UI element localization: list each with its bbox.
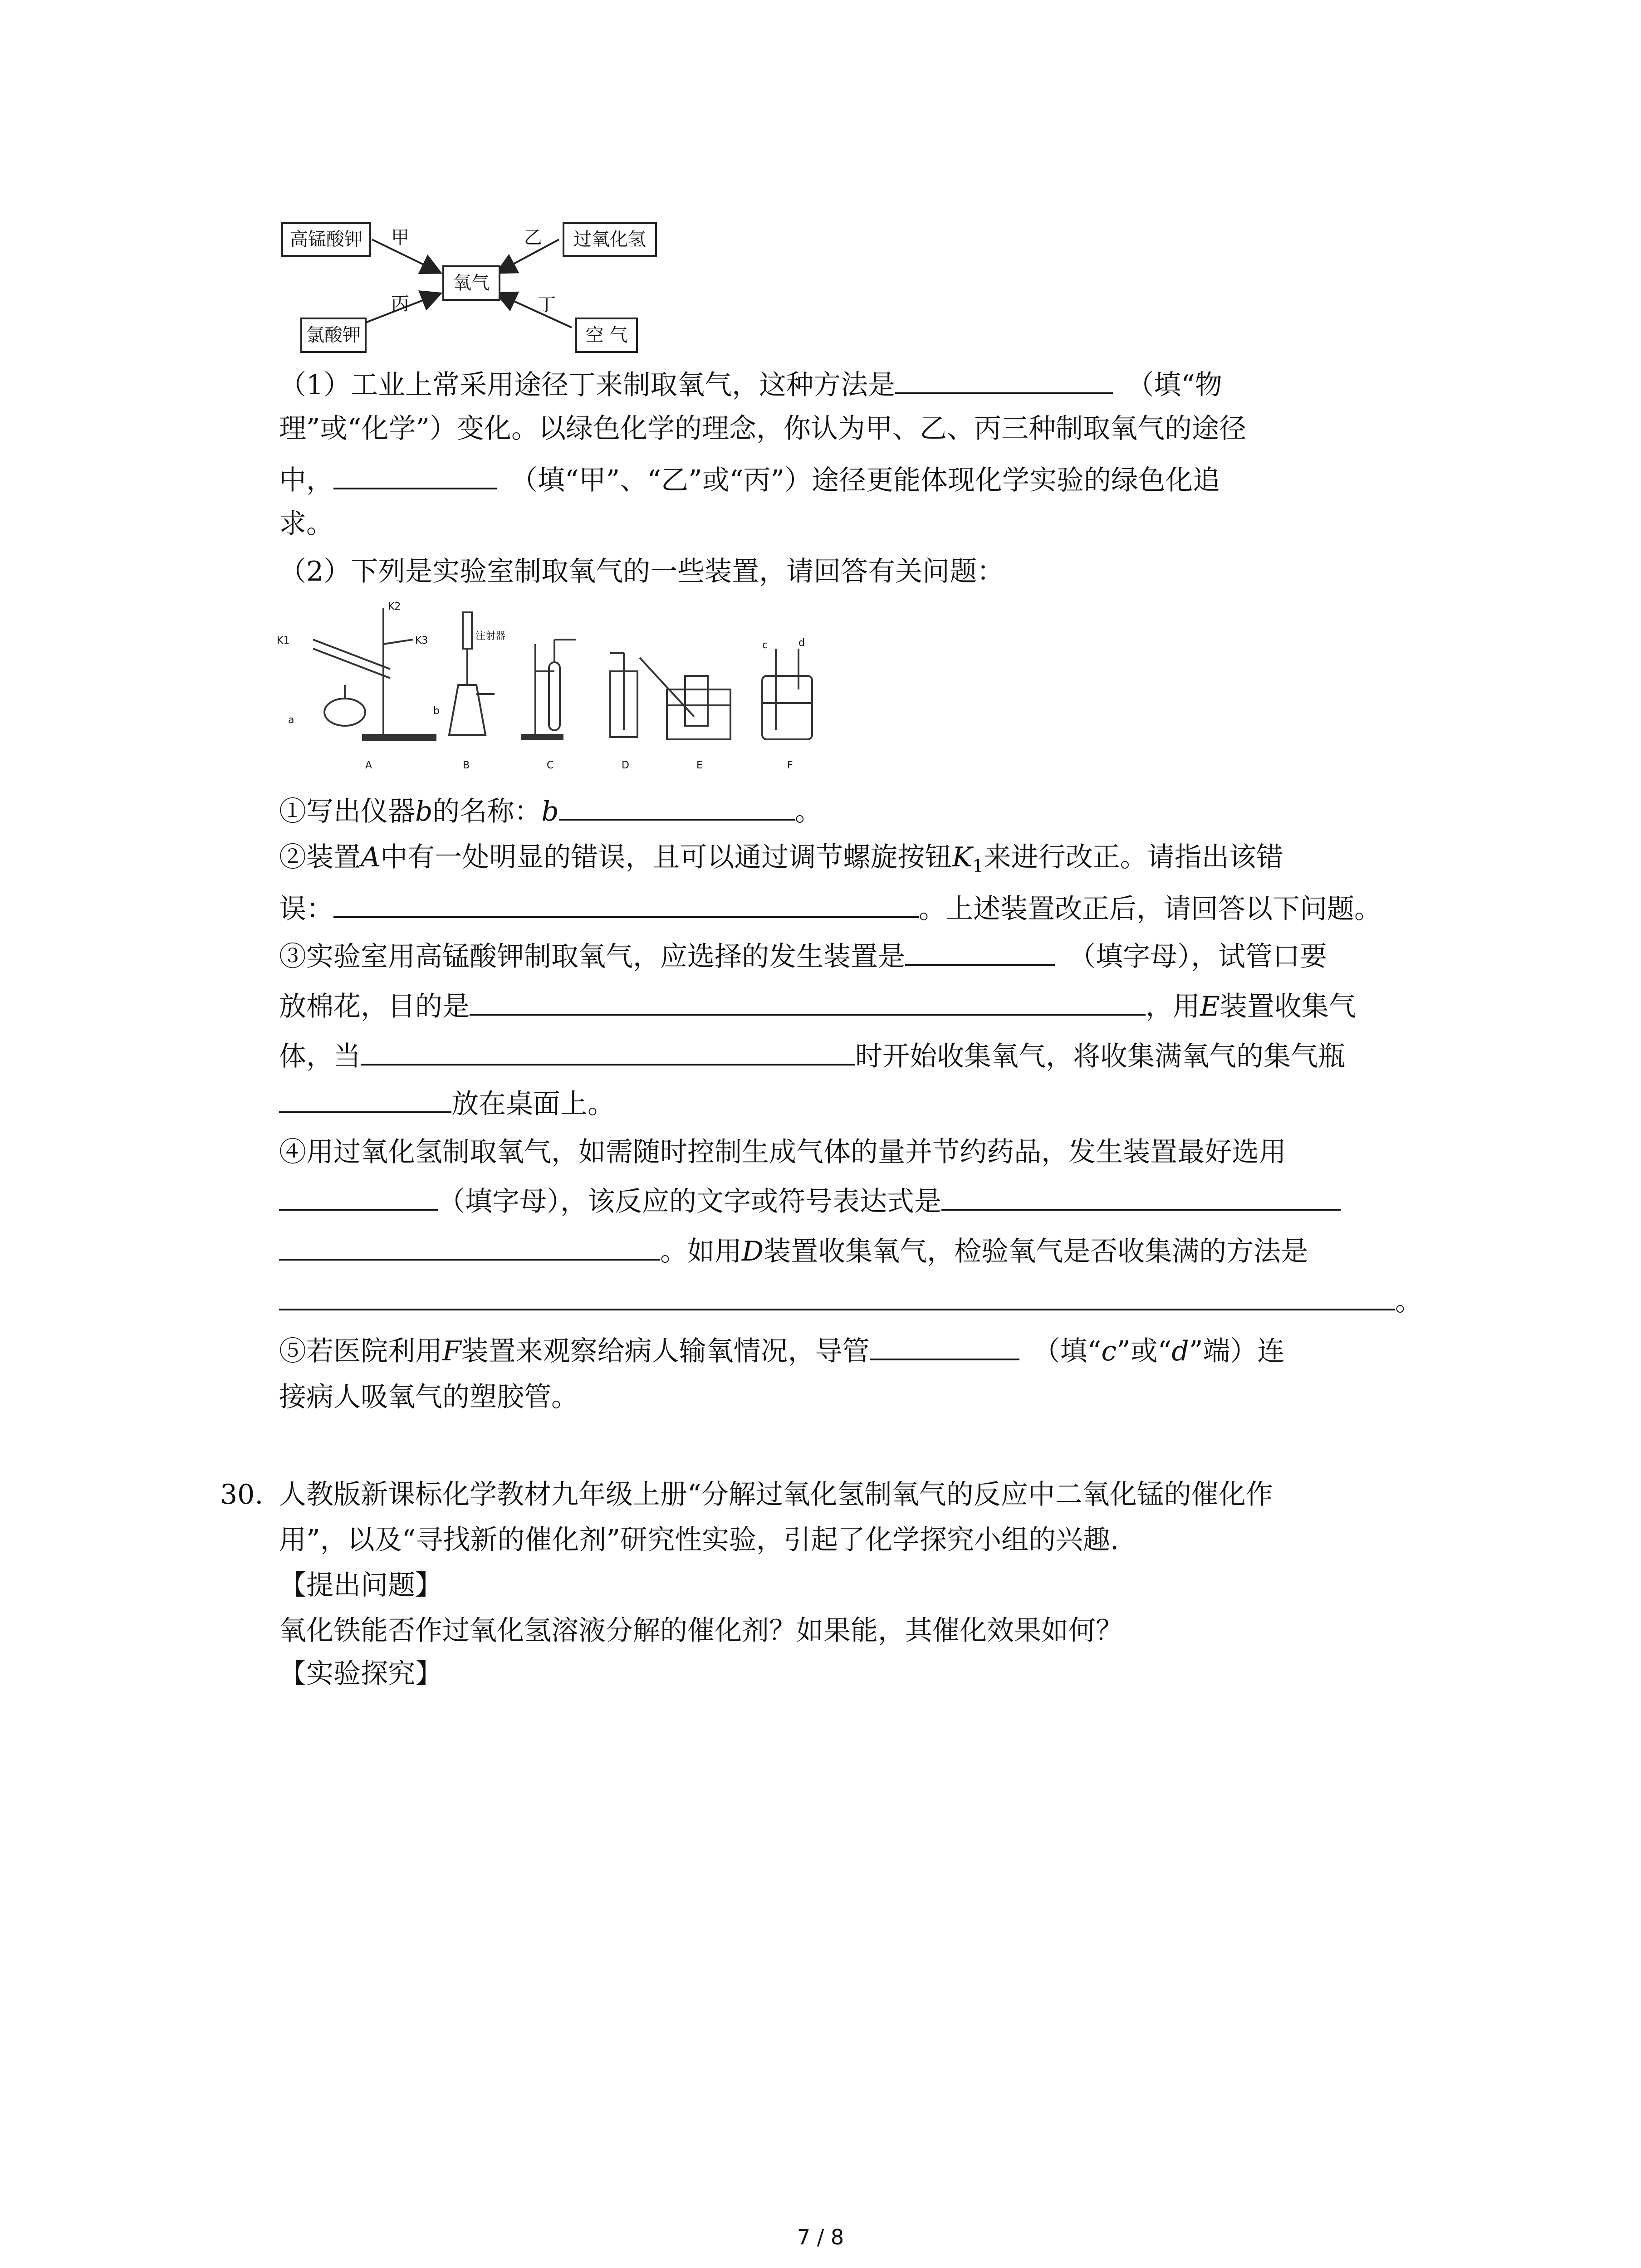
s2-text-g: 误：	[279, 893, 333, 925]
s1-text-c: 的名称：	[432, 796, 542, 827]
q1-text-c: 中，	[279, 464, 333, 496]
s1-text-a: ①写出仪器	[279, 796, 415, 827]
label-K2: K2	[388, 601, 401, 612]
s4-blank-3	[279, 1232, 660, 1261]
path-label-yi: 乙	[524, 227, 542, 248]
s1-text-e: 。	[794, 796, 822, 827]
s4-blank-2	[941, 1182, 1341, 1211]
s3-text-h: 时开始收集氧气，将收集满氧气的集气瓶	[855, 1041, 1345, 1072]
s4-line3	[279, 1232, 1308, 1270]
label-K1: K1	[277, 635, 290, 646]
label-c: c	[762, 640, 768, 651]
s5-var-d: d	[1171, 1335, 1189, 1367]
oxygen-routes-diagram	[272, 213, 662, 358]
s1-var-b2: b	[541, 796, 559, 827]
label-F: F	[787, 760, 793, 771]
s4-line1: ④用过氧化氢制取氧气，如需随时控制生成气体的量并节约药品，发生装置最好选用	[279, 1136, 1286, 1168]
box-hydrogen-peroxide: 过氧化氢	[563, 222, 657, 257]
path-label-jia: 甲	[391, 227, 409, 248]
q1-line3	[279, 460, 1220, 499]
label-E: E	[696, 760, 703, 771]
q1-blank-2	[333, 460, 497, 489]
s5-var-F: F	[442, 1335, 461, 1367]
s5-text-a: ⑤若医院利用	[279, 1335, 442, 1367]
label-D: D	[622, 760, 629, 771]
s3-text-i: 放在桌面上。	[451, 1088, 615, 1120]
q1-line1	[279, 365, 1222, 403]
q1-line4: 求。	[279, 508, 333, 540]
s3-text-d: ，用	[1146, 991, 1200, 1022]
s3-line1	[279, 937, 1327, 975]
label-b: b	[433, 705, 440, 717]
s2-var-K: K	[952, 841, 973, 873]
label-B: B	[463, 760, 470, 771]
s4-text-c: 。如用	[660, 1236, 742, 1267]
q1-text-d: （填“甲”、“乙”或“丙”）途径更能体现化学实验的绿色化追	[510, 464, 1220, 496]
label-d: d	[798, 637, 805, 649]
s2-sub-1: 1	[972, 856, 984, 877]
path-label-bing: 丙	[391, 293, 409, 314]
s5-var-c: c	[1101, 1335, 1117, 1367]
s3-blank-1	[905, 937, 1055, 966]
label-a: a	[288, 714, 294, 726]
s4-text-b: （填字母），该反应的文字或符号表达式是	[438, 1186, 941, 1217]
s2-text-c: 中有一处明显的错误，且可以通过调节螺旋按钮	[380, 841, 952, 873]
label-K3: K3	[415, 635, 428, 646]
s5-line2: 接病人吸氧气的塑胶管。	[279, 1381, 578, 1413]
page-number: 7 / 8	[797, 2225, 844, 2249]
s2-text-h: 。上述装置改正后，请回答以下问题。	[919, 893, 1381, 925]
box-potassium-chlorate: 氯酸钾	[300, 318, 367, 353]
q1-text-b: （填“物	[1127, 369, 1222, 401]
s5-text-d: （填“	[1033, 1335, 1102, 1367]
s2-line1	[279, 839, 1283, 885]
s3-line4	[279, 1084, 615, 1122]
s3-text-f: 装置收集气	[1220, 991, 1356, 1022]
s2-line2	[279, 889, 1381, 927]
s2-blank	[333, 889, 919, 918]
q2-intro: （2）下列是实验室制取氧气的一些装置，请回答有关问题：	[279, 556, 1004, 587]
s5-line1	[279, 1331, 1284, 1369]
q30-heading-question: 【提出问题】	[279, 1569, 442, 1601]
s3-text-g: 体，当	[279, 1041, 361, 1072]
s4-line4	[279, 1281, 1422, 1320]
s5-text-c: 装置来观察给病人输氧情况，导管	[461, 1335, 870, 1367]
s4-blank-1	[279, 1182, 438, 1211]
box-oxygen: 氧气	[442, 265, 500, 301]
s3-text-b: （填字母），试管口要	[1068, 941, 1327, 973]
s1-line	[279, 792, 822, 830]
s3-blank-2	[470, 987, 1146, 1016]
s2-text-f: 来进行改正。请指出该错	[984, 841, 1283, 873]
s3-text-a: ③实验室用高锰酸钾制取氧气，应选择的发生装置是	[279, 941, 905, 973]
s4-var-D: D	[742, 1236, 764, 1267]
s1-blank	[559, 792, 795, 821]
q30-line2: 用”，以及“寻找新的催化剂”研究性实验，引起了化学探究小组的兴趣.	[279, 1524, 1119, 1556]
s4-line2	[279, 1182, 1341, 1220]
q1-text-a: （1）工业上常采用途径丁来制取氧气，这种方法是	[279, 369, 896, 401]
q30-heading-experiment: 【实验探究】	[279, 1658, 442, 1690]
box-air: 空 气	[575, 318, 638, 353]
s5-text-f: ”或“	[1116, 1335, 1172, 1367]
q1-blank-1	[895, 365, 1113, 394]
s4-text-f: 。	[1395, 1286, 1422, 1317]
label-A: A	[365, 760, 372, 771]
s3-line2	[279, 987, 1356, 1025]
q30-line1: 人教版新课标化学教材九年级上册“分解过氧化氢制氧气的反应中二氧化锰的催化作	[279, 1479, 1273, 1510]
s3-blank-4	[279, 1084, 451, 1113]
apparatus-figure	[277, 599, 821, 789]
q30-number: 30.	[220, 1479, 264, 1510]
s1-var-b: b	[415, 796, 433, 827]
s2-text-a: ②装置	[279, 841, 361, 873]
s3-text-c: 放棉花，目的是	[279, 991, 470, 1022]
s5-text-h: ”端）连	[1189, 1335, 1285, 1367]
s5-blank	[870, 1331, 1019, 1360]
s4-blank-4	[279, 1281, 1395, 1310]
q1-line2: 理”或“化学”）变化。以绿色化学的理念，你认为甲、乙、丙三种制取氧气的途径	[279, 413, 1247, 445]
s4-text-e: 装置收集氧气，检验氧气是否收集满的方法是	[764, 1236, 1308, 1267]
q30-line3: 氧化铁能否作过氧化氢溶液分解的催化剂？如果能，其催化效果如何？	[279, 1615, 1123, 1647]
label-C: C	[547, 760, 554, 771]
s3-blank-3	[361, 1036, 855, 1066]
s3-line3	[279, 1036, 1345, 1075]
s2-var-A: A	[361, 841, 381, 873]
path-label-ding: 丁	[538, 294, 556, 315]
s3-var-E: E	[1200, 991, 1220, 1022]
box-potassium-permanganate: 高锰酸钾	[281, 222, 371, 257]
label-syringe: 注射器	[475, 631, 506, 642]
